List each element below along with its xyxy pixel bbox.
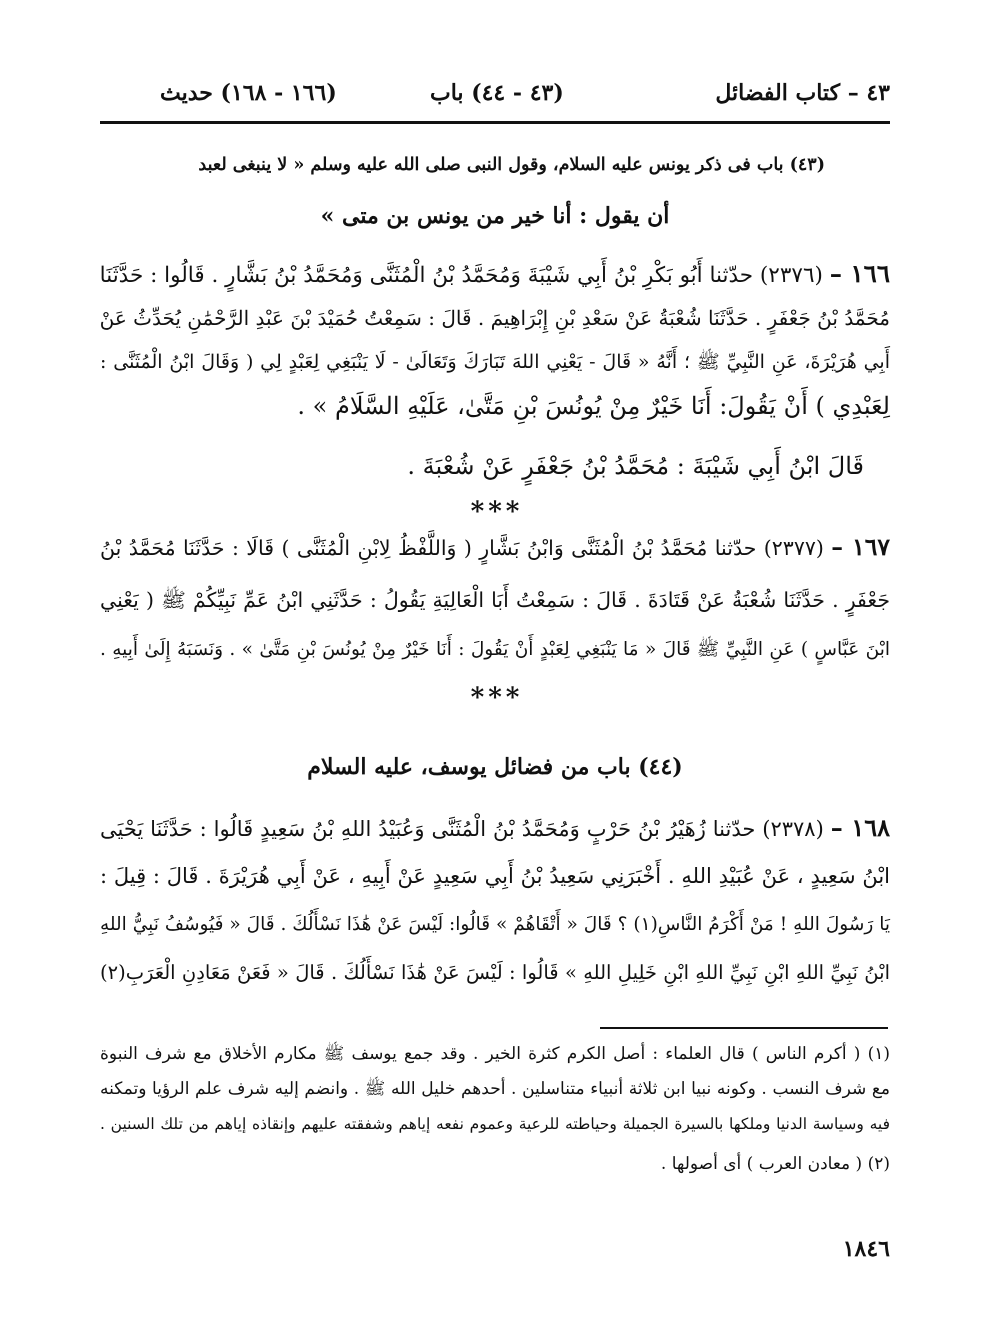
header-book-title: ٤٣ – كتاب الفضائل bbox=[715, 80, 890, 106]
hadith-168-line1 bbox=[100, 808, 890, 849]
header-hadith-range: (١٦٦ - ١٦٨) حديث bbox=[160, 80, 337, 106]
hadith-166-line1 bbox=[100, 254, 890, 296]
separator-stars-2: *** bbox=[470, 683, 524, 713]
header-rule bbox=[100, 121, 890, 124]
hadith-166-note: قَالَ ابْنُ أَبِي شَيْبَةَ : مُحَمَّدُ بْنُ جَعْفَرٍ عَنْ شُعْبَةَ . bbox=[407, 452, 864, 480]
hadith-166-number: ١٦٦ – bbox=[829, 259, 890, 288]
separator-stars-1: *** bbox=[470, 497, 524, 527]
section-44-title: (٤٤) باب من فضائل يوسف، عليه السلام bbox=[307, 754, 683, 780]
hadith-168-number: ١٦٨ – bbox=[830, 813, 890, 842]
hadith-167-text: (٢٣٧٧) حدّثنا مُحَمَّدُ بْنُ الْمُثَنَّى وَابْنُ بَشَّارٍ ( وَاللَّفْظُ لِابْنِ الْمُثَنَّى ) قَالَا : حَدَّثَنَا مُحَمَّدُ بْنُ bbox=[100, 536, 824, 560]
running-header bbox=[100, 80, 890, 120]
hadith-168-text: (٢٣٧٨) حدّثنا زُهَيْرُ بْنُ حَرْبٍ وَمُحَمَّدُ بْنُ الْمُثَنَّى وَعُبَيْدُ اللهِ بْنُ سَعِيدٍ قَالُوا : حَدَّثَنَا يَحْيَى bbox=[100, 817, 824, 841]
hadith-168-line2: ابْنُ سَعِيدٍ ، عَنْ عُبَيْدِ اللهِ . أَخْبَرَنِي سَعِيدُ بْنُ أَبِي سَعِيدٍ عَنْ أَبِيهِ ، عَنْ أَبِي هُرَيْرَةَ . قَالَ : قِيلَ : bbox=[100, 864, 890, 888]
hadith-166-line3: أَبِي هُرَيْرَةَ، عَنِ النَّبِيِّ ﷺ ؛ أَنَّهُ « قَالَ - يَعْنِي اللهَ تَبَارَكَ وَتَعَالَىٰ - لَا يَنْبَغِي لِعَبْدٍ لِي ( وَقَالَ ابْنُ الْمُثَنَّى : bbox=[100, 351, 890, 373]
hadith-167-line2: جَعْفَرٍ . حَدَّثَنَا شُعْبَةُ عَنْ قَتَادَةَ . قَالَ : سَمِعْتُ أَبَا الْعَالِيَةِ يَقُولُ : حَدَّثَنِي ابْنُ عَمِّ نَبِيِّكُمْ ﷺ ( يَعْنِي bbox=[100, 588, 890, 612]
section-43-title-line2: أن يقول : أنا خير من يونس بن متى » bbox=[320, 203, 670, 229]
footnote-1-line1: (١) ( أكرم الناس ) قال العلماء : أصل الكرم كثرة الخير . وقد جمع يوسف ﷺ مكارم الأخلاق مع شرف النبوة bbox=[100, 1044, 890, 1064]
hadith-167-number: ١٦٧ – bbox=[831, 533, 890, 561]
hadith-168-line4: ابْنُ نَبِيِّ اللهِ ابْنِ نَبِيِّ اللهِ ابْنِ خَلِيلِ اللهِ » قَالُوا : لَيْسَ عَنْ هَٰذَا نَسْأَلُكَ . قَالَ « فَعَنْ مَعَادِنِ الْعَرَبِ(٢) bbox=[100, 961, 890, 984]
footnote-2: (٢) ( معادن العرب ) أى أصولها . bbox=[660, 1154, 890, 1174]
hadith-167-line3: ابْنَ عَبَّاسٍ ) عَنِ النَّبِيِّ ﷺ قَالَ « مَا يَنْبَغِي لِعَبْدٍ أَنْ يَقُولَ : أَنَا خَيْرٌ مِنْ يُونُسَ بْنِ مَتَّىٰ » . وَنَسَبَهُ إِلَىٰ أَبِيهِ . bbox=[100, 639, 890, 660]
page-number: ١٨٤٦ bbox=[842, 1236, 890, 1262]
hadith-166-line4: لِعَبْدِي ) أَنْ يَقُولَ: أَنَا خَيْرٌ مِنْ يُونُسَ بْنِ مَتَّىٰ، عَلَيْهِ السَّلَامُ » . bbox=[297, 392, 890, 420]
hadith-166-line2: مُحَمَّدُ بْنُ جَعْفَرٍ . حَدَّثَنَا شُعْبَةُ عَنْ سَعْدِ بْنِ إِبْرَاهِيمَ . قَالَ : سَمِعْتُ حُمَيْدَ بْنَ عَبْدِ الرَّحْمَٰنِ يُحَدِّثُ عَنْ bbox=[99, 306, 890, 330]
section-43-title-line1: (٤٣) باب فى ذكر يونس عليه السلام، وقول النبى صلى الله عليه وسلم « لا ينبغى لعبد bbox=[198, 155, 825, 175]
footnote-1-line3: فيه وسياسة الدنيا وملكها بالسيرة الجميلة وحياطته للرعية وعموم نفعه إياهم وشفقته عليهم وإنقاذه إياهم من تلك السنين . bbox=[100, 1115, 890, 1133]
footnote-rule bbox=[600, 1027, 888, 1029]
hadith-166-text: (٢٣٧٦) حدّثنا أَبُو بَكْرِ بْنُ أَبِي شَيْبَةَ وَمُحَمَّدُ بْنُ الْمُثَنَّى وَمُحَمَّدُ بْنُ بَشَّارٍ . قَالُوا : حَدَّثَنَا bbox=[99, 263, 823, 288]
hadith-167-line1 bbox=[100, 527, 890, 568]
header-chapter-range: (٤٣ - ٤٤) باب bbox=[430, 80, 564, 106]
footnote-1-line2: مع شرف النسب . وكونه نبيا ابن ثلاثة أنبياء متناسلين . أحدهم خليل الله ﷺ . وانضم إليه شرف علم الرؤيا وتمكنه bbox=[100, 1079, 890, 1099]
hadith-168-line3: يَا رَسُولَ اللهِ ! مَنْ أَكْرَمُ النَّاسِ(١) ؟ قَالَ « أَتْقَاهُمْ » قَالُوا: لَيْسَ عَنْ هَٰذَا نَسْأَلُكَ . قَالَ « فَيُوسُفُ نَبِيُّ اللهِ bbox=[100, 914, 890, 935]
